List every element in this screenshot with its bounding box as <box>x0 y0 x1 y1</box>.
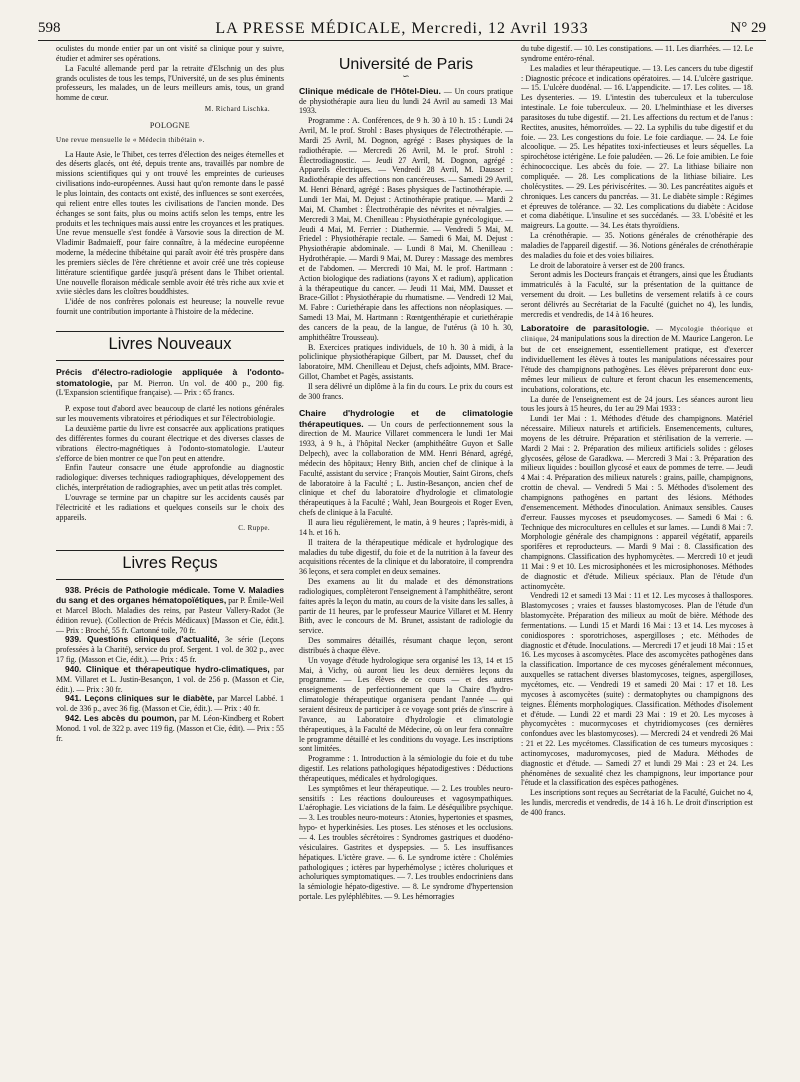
intro-paragraph: La Faculté allemande perd par la retraite d'Elschnig un des plus grands oculistes de tous les temps, l'Université, un de ses plus éminents professeurs, les malades, un de leurs meilleurs amis, tous, un grand homme de cœur. <box>56 63 284 103</box>
program-paragraph: Il traitera de la thérapeutique médicale et hydrologique des maladies du tube digestif, du foie et de la nutrition à la faveur des acquisitions récentes de la clinique et du laboratoire, il comprendra 36 leçons, et sera complet en deux semaines. <box>299 537 513 577</box>
program-paragraph: La durée de l'enseignement est de 24 jours. Les séances auront lieu tous les jours à 15 heures, du 1er au 29 Mai 1933 : <box>521 394 753 414</box>
journal-title: LA PRESSE MÉDICALE, Mercredi, 12 Avril 1933 <box>215 20 589 37</box>
program-paragraph: Les inscriptions sont reçues au Secrétariat de la Faculté, Guichet no 4, les lundis, mercredis et vendredis, de 14 à 16 h. Le droit d'inscription est de 400 francs. <box>521 788 753 817</box>
program-paragraph: Les symptômes et leur thérapeutique. — 2. Les troubles neuro-sensitifs : Les réactions douloureuses et vagosympathiques. L'aérophagie. Les viciations de la faim. Le déséquilibre psychique. — 3. Les troubles neuro-moteurs : Atonies, hypertonies et spasmes, hypo- et hyperkinésies. Les ptoses. Les sténoses et les occlusions. — 4. Les troubles sécrétoires : Syndromes gastriques et duodéno-vésiculaires. Gastrites et dyspepsies. — 5. Les insuffisances hépatiques. L'ictère grave. — 6. Le syndrome ictère : Cholémies pathologiques ; ictères par hyperhémolyse ; ictères choluriques et acholuriques symptomatiques. — 7. Les troubles endocriniens dans la sémiologie hépato-digestive. — 8. Le syndrome d'hypertension portale. Les pyléphlébites. — 9. Les hémorragies <box>299 783 513 902</box>
review-paragraph: P. expose tout d'abord avec beaucoup de clarté les notions générales sur les mouvements vibratoires et périodiques et sur l'électrobiologie. <box>56 404 284 424</box>
article-paragraph: L'idée de nos confrères polonais est heureuse; la nouvelle revue fournit une contribution importante à l'histoire de la médecine. <box>56 297 284 317</box>
book-title: Précis d'électro-radiologie appliquée à l'odonto-stomatologie, <box>56 366 284 388</box>
received-item: 940. Clinique et thérapeutique hydro-climatiques, par MM. Villaret et L. Justin-Besançon, 1 vol. de 256 p. (Masson et Cie, édit.). — Prix : 30 fr. <box>56 663 284 694</box>
page-header <box>38 18 766 41</box>
received-item: 941. Leçons cliniques sur le diabète, par Marcel Labbé. 1 vol. de 336 p., avec 36 fig. (Masson et Cie, édit.). — Prix : 40 fr. <box>56 693 284 714</box>
section-title-livres-nouveaux: Livres Nouveaux <box>108 334 232 353</box>
program-paragraph: B. Exercices pratiques individuels, de 10 h. 30 à midi, à la policlinique physiothérapique Gilbert, par M. Dausset, chef du laboratoire, MM. Chenilleau et Dejust, chefs adjoints, MM. Brace-Gillot, Chambet et Pagès, assistants. <box>299 342 513 382</box>
program-paragraph: Les maladies et leur thérapeutique. — 13. Les cancers du tube digestif : Diagnostic précoce et indications opératoires. — 14. L'ulcère gastrique. — 15. L'ulcère duodénal. — 16. L'appendicite. — 17. Les colites. — 18. Les dysenteries. — 19. L'intestin des tuberculeux et la tuberculose intestinale. Le foie tuberculeux. — 20. L'helminthiase et les diverses parasitoses du tube digestif. — 21. Les affections du rectum et de l'anus : Rectites, anusites, hémorroïdes. — 22. La syphilis du tube digestif et du foie. — 23. Les congestions du foie. Le foie cardiaque. — 24. Le foie alcoolique. — 25. Les hépatites toxi-infectieuses et leurs séquelles. La spirochétose ictérigène. Le foie paludéen. — 26. Le foie amibien. Le foie échinococcique. Les abcès du foie. — 27. La lithiase biliaire non compliquée. — 28. Les complications de la lithiase biliaire. Les cholécystites. — 29. Les périviscérites. — 30. Les pancréatites aiguës et chroniques. Les cancers du pancréas. — 31. Le diabète simple : Régimes et épreuves de tolérance. — 32. Les complications du diabète : Acidose et coma diabétique. L'insuline et ses succédanés. — 33. L'obésité et les maigreurs. La goutte. — 34. Les états thyroïdiens. <box>521 63 753 231</box>
program-paragraph: Un voyage d'étude hydrologique sera organisé les 13, 14 et 15 Mai, à Vichy, où auront lieu les deux dernières leçons du programme. — Les élèves de ce cours — et des autres enseignements de perfectionnement que la Chaire d'hydro-climatologie thérapeutique organisera pendant l'année — qui seraient désireux de participer à ce voyage sont priés de s'inscrire à l'avance, au Laboratoire d'hydrologie et climatologie thérapeutiques, à la Faculté de Médecine, où on leur fera connaître le programme détaillé et les conditions du voyage. Les inscriptions sont limitées. <box>299 655 513 754</box>
intro-paragraph: oculistes du monde entier par un ont visité sa clinique pour y suivre, étudier et admirer ses opérations. <box>56 44 284 63</box>
ornament-icon: ∽ <box>402 70 410 81</box>
signature: C. Ruppe. <box>238 524 270 533</box>
signature: M. Richard Lischka. <box>204 105 270 114</box>
program-paragraph: Programme : A. Conférences, de 9 h. 30 à 10 h. 15 : Lundi 24 Avril, M. le prof. Strohl : Bases physiques de l'électrothérapie. — Mardi 25 Avril, M. Dognon, agrégé : Bases physiques de la radiothérapie. — Mercredi 26 Avril, M. le prof. Strohl : Électrodiagnostic. — Jeudi 27 Avril, M. Dognon, agrégé : Appareils électriques. — Vendredi 28 Avril, M. Dausset : Radiothérapie des affections non cancéreuses. — Samedi 29 Avril, M. Henri Bénard, agrégé : Bases physiques de l'actinothérapie. — Lundi 1er Mai, M. Dejust : Actinothérapie pratique. — Mardi 2 Mai, M. Chambet : Électrothérapie des névrites et névralgies. — Mercredi 3 Mai, M. Chenilleau : Physiothérapie gynécologique. — Jeudi 4 Mai, M. Ferrier : Diathermie. — Vendredi 5 Mai, M. Friedel : Physiothérapie rectale. — Samedi 6 Mai, M. Dejust : Physiothérapie abdominale. — Lundi 8 Mai, M. Chenilleau : Hydrothérapie. — Mardi 9 Mai, M. Durey : Massage des membres et de l'abdomen. — Mercredi 10 Mai, M. le prof. Hartmann : Action biologique des radiations (rayons X et radium), application à la thérapeutique du cancer. — Jeudi 11 Mai, MM. Dausset et Brace-Gillot : Physiothérapie du rhumatisme. — Vendredi 12 Mai, M. Fabre : Curiethérapie dans les affections non néoplasiques. — Samedi 13 Mai, M. Hartmann : Rœntgenthérapie et curiethérapie des cancers de la peau, de la langue, de l'utérus (à 10 h. 30, amphithéâtre Trousseau). <box>299 116 513 342</box>
subsection-heading: Laboratoire de parasitologie. <box>521 322 650 333</box>
program-paragraph: Le droit de laboratoire à verser est de 200 francs. <box>530 260 685 270</box>
review-paragraph: La deuxième partie du livre est consacrée aux applications pratiques des différentes formes du courant électrique et des diverses classes de vibrations électro-magnétiques à l'odonto-stomatologie. L'auteur s'efforce de bien montrer ce que l'on peut en attendre. <box>56 424 284 463</box>
column-right: du tube digestif. — 10. Les constipations. — 11. Les diarrhées. — 12. Le syndrome entéro-rénal. Les maladies et leur thérapeutique. — 13. Les cancers du tube digestif : Diagnostic précoce et indications opératoires. — 14. L'ulcère gastrique. — 15. L'ulcère duodénal. — 16. L'appendicite. — 17. Les colites. — 18. Les dysenteries. — 19. L'intestin des tuberculeux et la tuberculose intestinale. Le foie tuberculeux. — 20. L'helminthiase et les diverses parasitoses du tube digestif. — 21. Les affections du rectum et de l'anus : Rectites, anusites, hémorroïdes. — 22. La syphilis du tube digestif et du foie. — 23. Les congestions du foie. Le foie cardiaque. — 24. Le foie alcoolique. — 25. Les hépatites toxi-infectieuses et leurs séquelles. La spirochétose ictérigène. Le foie paludéen. — 26. Le foie amibien. Le foie échinococcique. Les abcès du foie. — 27. La lithiase biliaire non compliquée. — 28. Les complications de la lithiase biliaire. Les cholécystites. — 29. Les périviscérites. — 30. Les pancréatites aiguës et chroniques. Les cancers du pancréas. — 31. Le diabète simple : Régimes et épreuves de tolérance. — 32. Les complications du diabète : Acidose et coma diabétique. L'insuline et ses succédanés. — 33. L'obésité et les maigreurs. La goutte. — 34. Les états thyroïdiens. La crénothérapie. — 35. Notions générales de crénothérapie des maladies de l'appareil digestif. — 36. Notions générales de crénothérapie des maladies du foie et des voies biliaires. Le droit de laboratoire à verser est de 200 francs. Seront admis les Docteurs français et étrangers, ainsi que les Étudiants immatriculés à la Faculté, sur la présentation de la quittance de versement du droit. — Les bulletins de versement relatifs à ce cours seront délivrés au Secrétariat de la Faculté (guichet no 4), les lundis, mercredis et vendredis, de 14 à 16 heures. Laboratoire de parasitologie. — Mycologie théorique et clinique, 24 manipulations sous la direction de M. Maurice Langeron. Le but de cet enseignement, essentiellement pratique, est d'exercer individuellement les élèves à toutes les manipulations nécessaires pour l'étude des champignons pathogènes. Les élèves prépareront donc eux-mêmes leur milieux de culture et feront chacun les ensemencements, incubations, colorations, etc. La durée de l'enseignement est de 24 jours. Les séances auront lieu tous les jours à 15 heures, du 1er au 29 Mai 1933 : Lundi 1er Mai : 1. Méthodes d'étude des champignons. Matériel nécessaire. Milieux naturels et artificiels. Ensemencements, cultures, moyens de les détruire. Préparation et stérilisation de la verrerie. — Mardi 2 Mai : 2. Préparation des milieux artificiels solides : géloses glycosées, gélose de Garadkwa. — Mercredi 3 Mai : 3. Préparation des milieux liquides : bouillon glycosé et eaux de pommes de terre. — Jeudi 4 Mai : 4. Préparation des milieux naturels : grains, paille, champignons, crottin de cheval. — Vendredi 5 Mai : 5. Méthodes d'isolement des champignons pathogènes en partant des lésions. Méthodes d'ensemencement. Méthodes d'inoculation. Animaux sensibles. Causes d'erreur. Fausses mycoses et pseudomycoses. — Samedi 6 Mai : 6. Technique des microcultures en cellules et sur lames. — Lundi 8 Mai : 7. Morphologie générale des champignons : appareil végétatif, appareils sporifères et reproducteurs. — Mardi 9 Mai : 8. Classification des champignons. Classification des hyphomycètes. — Mercredi 10 et jeudi 11 Mai : 9 et 10. Les microsiphonées et les microsiphonoses. Méthodes de diagnostic et d'étude. Milieux spéciaux. Plan de l'étude d'un actinomycète. Vendredi 12 et samedi 13 Mai : 11 et 12. Les mycoses à thallospores. Blastomycoses ; vraies et fausses blastomycoses. Plan de l'étude d'un blastomycète. Préparation des milieux au moût de bière. Méthode des fermentations. — Lundi 15 et Mardi 16 Mai : 13 et 14. Les mycoses à conidiospores : sporotrichoses, aspergilloses ; etc. Méthodes de diagnostic et d'étude. Inoculations. — Mercredi 17 et jeudi 18 Mai : 15 et 16. Les mycoses à ascomycètes. Place des ascomycètes pathogènes dans la classification. Importance de ces mycoses généralement méconnues, auxquelles se rattachent diverses blastomycoses, teignes, aspergilloses, mycétomes, etc. — Vendredi 19 et samedi 20 Mai : 17 et 18. Les mycoses à ascomycètes (suite) : dermatophytes ou champignons des teignes. Éléments morphologiques. Classification. Méthodes d'isolement et d'étude. — Lundi 22 et mardi 23 Mai : 19 et 20. Les mycoses à phycomycètes : mucormycoses et chytridiomycoses (ces dernières confondues avec les blastomycoses). — Mercredi 24 et vendredi 26 Mai : 21 et 22. Les mycétomes. Classification de ces tumeurs mycosiques : actinomycoses, maduromycoses, pied de Madura. Méthodes de diagnostic et d'étude. — Samedi 27 et lundi 29 Mai : 23 et 24. Les phénomènes de sexualité chez les champignons, leur importance pour l'étude et la classification des espèces pathogènes. Les inscriptions sont reçues au Secrétariat de la Faculté, Guichet no 4, les lundis, mercredis et vendredis, de 14 à 16 h. Le droit d'inscription est de 400 francs. <box>521 44 753 817</box>
column-left <box>56 44 284 1074</box>
program-paragraph: Il sera délivré un diplôme à la fin du cours. Le prix du cours est de 300 francs. <box>299 382 513 401</box>
program-paragraph: Vendredi 12 et samedi 13 Mai : 11 et 12. Les mycoses à thallospores. Blastomycoses ; vraies et fausses blastomycoses. Plan de l'étude d'un blastomycète. Préparation des milieux au moût de bière. Méthode des fermentations. — Lundi 15 et Mardi 16 Mai : 13 et 14. Les mycoses à conidiospores : sporotrichoses, aspergilloses ; etc. Méthodes de diagnostic et d'étude. Inoculations. — Mercredi 17 et jeudi 18 Mai : 15 et 16. Les mycoses à ascomycètes. Place des ascomycètes pathogènes dans la classification. Importance de ces mycoses généralement méconnues, auxquelles se rattachent diverses blastomycoses, teignes, aspergilloses, mycétomes, etc. — Vendredi 19 et samedi 20 Mai : 17 et 18. Les mycoses à ascomycètes (suite) : dermatophytes ou champignons des teignes. Éléments morphologiques. Classification. Méthodes d'isolement et d'étude. — Lundi 22 et mardi 23 Mai : 19 et 20. Les mycoses à phycomycètes : mucormycoses et chytridiomycoses (ces dernières confondues avec les blastomycoses). — Mercredi 24 et vendredi 26 Mai : 21 et 22. Les mycétomes. Classification de ces tumeurs mycosiques : actinomycoses, maduromycoses, pied de Madura. Méthodes de diagnostic et d'étude. — Samedi 27 et lundi 29 Mai : 23 et 24. Les phénomènes de sexualité chez les champignons, leur importance pour l'étude et la classification des espèces pathogènes. <box>521 591 753 788</box>
section-heading-pologne: POLOGNE <box>149 120 191 130</box>
received-item: 942. Les abcès du poumon, par M. Léon-Kindberg et Robert Monod. 1 vol. de 322 p. avec 119 fig. (Masson et Cie, édit). — Prix : 55 fr. <box>56 713 284 743</box>
program-paragraph: Programme : 1. Introduction à la sémiologie du foie et du tube digestif. Les relations pathologiques hépatodigestives : Déductions thérapeutiques, médicales et hydrologiques. <box>299 754 513 783</box>
section-title-universite: Université de Paris <box>338 56 474 73</box>
column-middle: Université de Paris ∽ Clinique médicale de l'Hôtel-Dieu. — Un cours pratique de physiothérapie aura lieu du lundi 24 Avril au samedi 13 Mai 1933. Programme : A. Conférences, de 9 h. 30 à 10 h. 15 : Lundi 24 Avril, M. le prof. Strohl : Bases physiques de l'électrothérapie. — Mardi 25 Avril, M. Dognon, agrégé : Bases physiques de la radiothérapie. — Mercredi 26 Avril, M. le prof. Strohl : Électrodiagnostic. — Jeudi 27 Avril, M. Dognon, agrégé : Appareils électriques. — Vendredi 28 Avril, M. Dausset : Radiothérapie des affections non cancéreuses. — Samedi 29 Avril, M. Henri Bénard, agrégé : Bases physiques de l'actinothérapie. — Lundi 1er Mai, M. Dejust : Actinothérapie pratique. — Mardi 2 Mai, M. Chambet : Électrothérapie des névrites et névralgies. — Mercredi 3 Mai, M. Chenilleau : Physiothérapie gynécologique. — Jeudi 4 Mai, M. Ferrier : Diathermie. — Vendredi 5 Mai, M. Friedel : Physiothérapie rectale. — Samedi 6 Mai, M. Dejust : Physiothérapie abdominale. — Lundi 8 Mai, M. Chenilleau : Hydrothérapie. — Mardi 9 Mai, M. Durey : Massage des membres et de l'abdomen. — Mercredi 10 Mai, M. le prof. Hartmann : Action biologique des radiations (rayons X et radium), application à la thérapeutique du cancer. — Jeudi 11 Mai, MM. Dausset et Brace-Gillot : Physiothérapie du rhumatisme. — Vendredi 12 Mai, M. Fabre : Curiethérapie dans les affections non néoplasiques. — Samedi 13 Mai, M. Hartmann : Rœntgenthérapie et curiethérapie des cancers de la peau, de la langue, de l'utérus (à 10 h. 30, amphithéâtre Trousseau). B. Exercices pratiques individuels, de 10 h. 30 à midi, à la policlinique physiothérapique Gilbert, par M. Dausset, chef du laboratoire, MM. Chenilleau et Dejust, chefs adjoints, MM. Brace-Gillot, Chambet et Pagès, assistants. Il sera délivré un diplôme à la fin du cours. Le prix du cours est de 300 francs. Chaire d'hydrologie et de climatologie thérapeutiques. — Un cours de perfectionnement sous la direction de M. Maurice Villaret commencera le lundi 1er Mai 1933, à 9 h., à l'hôpital Necker (amphithéâtre Guyon et Salle Delpech), avec la collaboration de MM. Henri Bénard, agrégé, médecin des hôpitaux; Henry Bith, ancien chef de clinique à la Faculté, assistant du service ; François Moutier, Saint Girons, chefs de laboratoire à la Faculté ; L. Justin-Besançon, ancien chef de clinique et chef du laboratoire d'hydrologie et climatologie thérapeutiques à la Faculté ; Wahl, Jean Bourgeois et Roger Even, chefs de clinique à la Faculté. Il aura lieu régulièrement, le matin, à 9 heures ; l'après-midi, à 14 h. et 16 h. Il traitera de la thérapeutique médicale et hydrologique des maladies du tube digestif, du foie et de la nutrition à la faveur des acquisitions récentes de la clinique et du laboratoire, il comprendra 36 leçons, et sera complet en deux semaines. Des examens au lit du malade et des démonstrations radiologiques, complèteront l'enseignement à l'amphithéâtre, seront faites après la leçon du matin, au cours de la visite dans les salles, à partir de 11 heures, par le professeur Maurice Villaret et M. Henry Bith, avec le concours de M. Brunet, assistant de radiologie du service. Des sommaires détaillés, résumant chaque leçon, seront distribués à chaque élève. Un voyage d'étude hydrologique sera organisé les 13, 14 et 15 Mai, à Vichy, où auront lieu les deux dernières leçons du programme. — Les élèves de ce cours — et des autres enseignements de perfectionnement que la Chaire d'hydro-climatologie thérapeutique organisera pendant l'année — qui seraient désireux de participer à ce voyage sont priés de s'inscrire à l'avance, au Laboratoire d'hydrologie et climatologie thérapeutiques, à la Faculté de Médecine, où on leur fera connaître le programme détaillé et les conditions du voyage. Les inscriptions sont limitées. Programme : 1. Introduction à la sémiologie du foie et du tube digestif. Les relations pathologiques hépatodigestives : Déductions thérapeutiques, médicales et hydrologiques. Les symptômes et leur thérapeutique. — 2. Les troubles neuro-sensitifs : Les réactions douloureuses et vagosympathiques. L'aérophagie. Les viciations de la faim. Le déséquilibre psychique. — 3. Les troubles neuro-moteurs : Atonies, hypertonies et spasmes, hypo- et hyperkinésies. Les ptoses. Les sténoses et les occlusions. — 4. Les troubles sécrétoires : Syndromes gastriques et duodéno-vésiculaires. Gastrites et dyspepsies. — 5. Les insuffisances hépatiques. L'ictère grave. — 6. Le syndrome ictère : Cholémies pathologiques ; ictères par hyperhémolyse ; ictères choluriques et acholuriques symptomatiques. — 7. Les troubles endocriniens dans la sémiologie hépato-digestive. — 8. Le syndrome d'hypertension portale. Les pyléphlébites. — 9. Les hémorragies <box>299 56 513 902</box>
program-paragraph: Il aura lieu régulièrement, le matin, à 9 heures ; l'après-midi, à 14 h. et 16 h. <box>299 517 513 537</box>
review-paragraph: Enfin l'auteur consacre une étude approfondie au diagnostic radiologique: diverses techniques radiographiques, développement des clichés, interprétation de radiographies, avec un petit atlas très complet. <box>56 463 284 493</box>
received-item: 938. Précis de Pathologie médicale. Tome V. Maladies du sang et des organes hématopoïétiques, par P. Émile-Weil et Marcel Bloch. Maladies des reins, par Pasteur Vallery-Radot (3e édition revue). (Collection de Précis Médicaux) [Masson et Cie, édit.]. — Prix : Broché, 55 fr. Cartonné toile, 70 fr. <box>56 585 284 635</box>
page-number: 598 <box>38 20 61 36</box>
review-paragraph: L'ouvrage se termine par un chapitre sur les accidents causés par l'électricité et les radiations et quelques conseils sur le choix des appareils. <box>56 492 284 522</box>
program-paragraph: Seront admis les Docteurs français et étrangers, ainsi que les Étudiants immatriculés à la Faculté, sur la présentation de la quittance de versement du droit. — Les bulletins de versement relatifs à ce cours seront délivrés au Secrétariat de la Faculté (guichet no 4), les lundis, mercredis et vendredis, de 14 à 16 heures. <box>521 270 753 319</box>
program-paragraph: Des examens au lit du malade et des démonstrations radiologiques, complèteront l'enseignement à l'amphithéâtre, seront faites après la leçon du matin, au cours de la visite dans les salles, à partir de 11 heures, par le professeur Maurice Villaret et M. Henry Bith, avec le concours de M. Brunet, assistant de radiologie du service. <box>299 577 513 636</box>
subsection-heading: Chaire d'hydrologie et de climatologie thérapeutiques. <box>299 407 513 429</box>
article-subtitle: Une revue mensuelle le « Médecin thibétain ». <box>56 135 205 144</box>
subsection-heading: Clinique médicale de l'Hôtel-Dieu. <box>299 85 441 96</box>
program-paragraph: Lundi 1er Mai : 1. Méthodes d'étude des champignons. Matériel nécessaire. Milieux naturels et artificiels. Ensemencements, cultures, moyens de les détruire. Préparation et stérilisation de la verrerie. — Mardi 2 Mai : 2. Préparation des milieux artificiels solides : géloses glycosées, gélose de Garadkwa. — Mercredi 3 Mai : 3. Préparation des milieux liquides : bouillon glycosé et eaux de pommes de terre. — Jeudi 4 Mai : 4. Préparation des milieux naturels : grains, paille, champignons, crottin de cheval. — Vendredi 5 Mai : 5. Méthodes d'isolement des champignons pathogènes en partant des lésions. Méthodes d'ensemencement. Méthodes d'inoculation. Animaux sensibles. Causes d'erreur. Fausses mycoses et pseudomycoses. — Samedi 6 Mai : 6. Technique des microcultures en cellules et sur lames. — Lundi 8 Mai : 7. Morphologie générale des champignons : appareil végétatif, appareils sporifères et reproducteurs. — Mardi 9 Mai : 8. Classification des champignons. Classification des hyphomycètes. — Mercredi 10 et jeudi 11 Mai : 9 et 10. Les microsiphonées et les microsiphonoses. Méthodes de diagnostic et d'étude. Milieux spéciaux. Plan de l'étude d'un actinomycète. <box>521 414 753 591</box>
program-paragraph: du tube digestif. — 10. Les constipations. — 11. Les diarrhées. — 12. Le syndrome entéro-rénal. <box>521 44 753 63</box>
program-paragraph: La crénothérapie. — 35. Notions générales de crénothérapie des maladies de l'appareil digestif. — 36. Notions générales de crénothérapie des maladies du foie et des voies biliaires. <box>521 231 753 260</box>
article-paragraph: La Haute Asie, le Thibet, ces terres d'élection des neiges éternelles et des déserts glacés, ont été, depuis trente ans, travaillés par nombre de missions scientifiques qui y ont trouvé les empreintes de curieuses civilisations indo-européennes. Aussi haut qu'on remonte dans le passé le plus lointain, des contacts ont existé, des influences se sont exercées, qui relient entre elles toutes les civilisations de l'ancien monde. Des échanges se sont faits, plus ou moins actifs selon les temps, entre les produits et les techniques mais aussi entre les croyances et les pratiques. Une revue mensuelle s'est fondée à Varsovie sous la direction de M. Vladimir Badmaieff, pour faire connaître, à la médecine européenne moderne, la médecine thibétaine qui paraît avoir été très prospère dans les premiers siècles de l'ère chrétienne et avoir créé une très copieuse littérature scientifique gardée jusqu'à présent dans le Thibet oriental. Une nouvelle floraison médicale semble avoir été très riche aux xvie et xviie siècles dans les cloîtres bouddhistes. <box>56 149 284 297</box>
program-paragraph: Des sommaires détaillés, résumant chaque leçon, seront distribués à chaque élève. <box>299 636 513 655</box>
section-title-livres-recus: Livres Reçus <box>122 554 218 573</box>
book-meta: par M. Pierron. Un vol. de 400 p., 200 fig. (L'Expansion scientifique française). — Prix : 65 francs. <box>56 378 284 398</box>
received-item: 939. Questions cliniques d'actualité, 3e série (Leçons professées à la Charité), service du prof. Sergent. 1 vol. de 302 p., avec 17 fig. (Masson et Cie, édit.). — Prix : 45 fr. <box>56 634 284 665</box>
issue-number: N° 29 <box>730 20 766 36</box>
